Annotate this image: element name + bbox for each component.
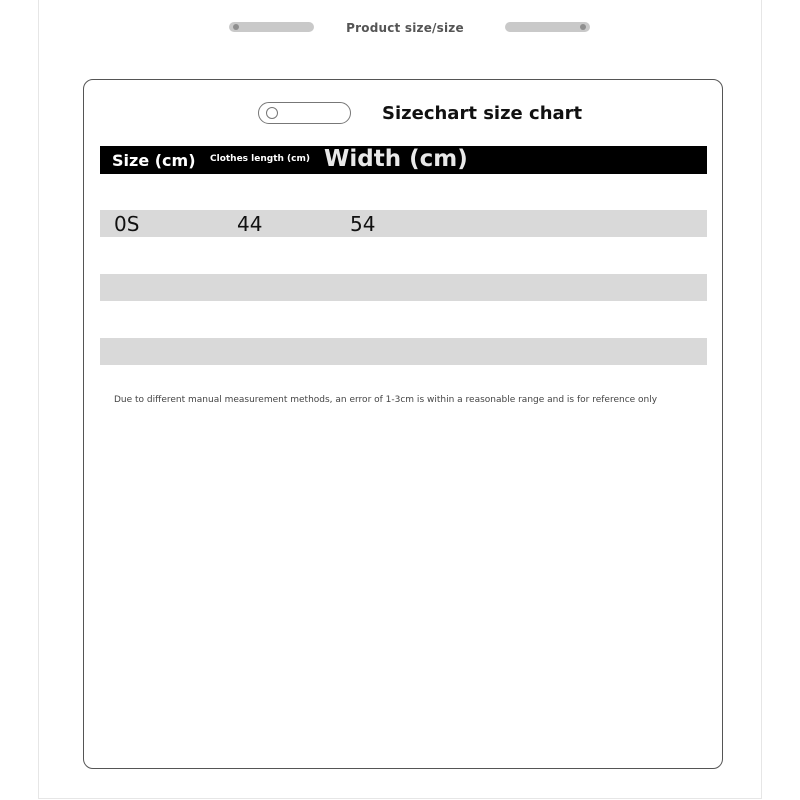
toggle-decoration <box>258 102 351 124</box>
cell-clothes-length: 44 <box>237 212 263 236</box>
pill-dot-icon <box>580 24 586 30</box>
size-table <box>100 146 707 236</box>
size-chart-card <box>83 79 723 769</box>
table-row-empty <box>100 338 707 365</box>
column-header-size: Size (cm) <box>112 151 196 170</box>
table-row <box>100 210 707 237</box>
pill-dot-icon <box>233 24 239 30</box>
page-title: Product size/size <box>346 21 464 35</box>
toggle-knob-icon <box>266 107 278 119</box>
size-chart-title: Sizechart size chart <box>382 103 583 124</box>
decorative-pill-left <box>229 22 314 32</box>
decorative-pill-right <box>505 22 590 32</box>
measurement-note: Due to different manual measurement methods, an error of 1-3cm is within a reasonable range and is for reference only <box>114 395 658 405</box>
column-header-width: Width (cm) <box>324 146 468 172</box>
table-header <box>100 146 707 174</box>
cell-width: 54 <box>350 212 376 236</box>
cell-size: 0S <box>114 212 140 236</box>
column-header-clothes-length: Clothes length (cm) <box>210 154 310 164</box>
table-row-empty <box>100 274 707 301</box>
